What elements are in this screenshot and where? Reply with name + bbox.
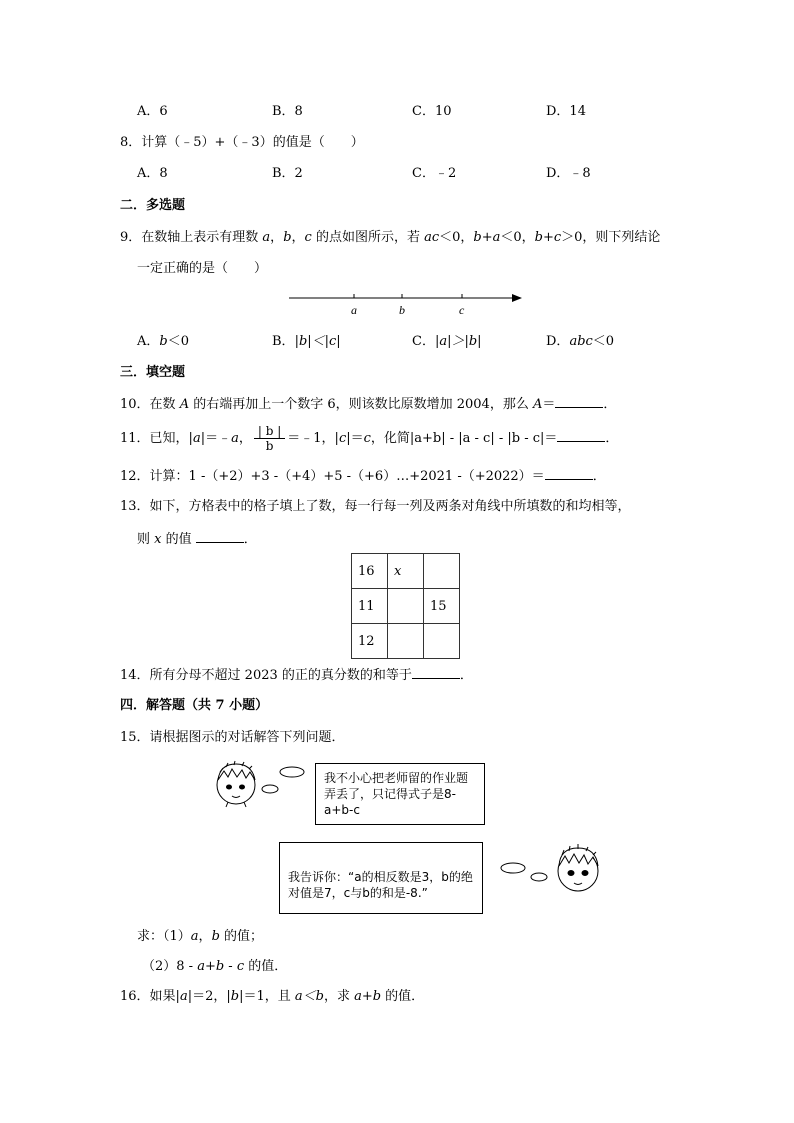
q8-option-a: A．8: [137, 166, 168, 181]
q8-option-b: B．2: [272, 166, 303, 181]
section-heading-solve: 四．解答题（共 7 小题）: [120, 698, 269, 713]
q8-option-d: D．﹣8: [546, 166, 591, 181]
q9-stem-line2: 一定正确的是（ ）: [137, 261, 268, 276]
speech-bubble-hint: 我告诉你：“a的相反数是3，b的绝对值是7，c与b的和是-8.”: [279, 842, 483, 914]
q11-stem: 11．已知，|a|＝﹣a， $\frac{| b |}{b}$ ＝﹣1，|c|＝c，化简|a+b| - |a - c| - |b - c|＝ ．: [120, 424, 619, 453]
q9-option-b: B．|b|＜|c|: [272, 334, 341, 349]
section-heading-fill-blank: 三．填空题: [120, 365, 186, 380]
cartoon-boy-right-icon: [550, 842, 606, 894]
answer-blank: [196, 530, 244, 543]
table-row: [352, 624, 460, 659]
magic-square-table: [351, 553, 460, 659]
q9-option-c: C．|a|＞|b|: [412, 334, 482, 349]
thought-bubble-dots-icon: [497, 855, 549, 889]
q7-option-b: B．8: [272, 104, 303, 119]
answer-blank: [557, 429, 605, 442]
cartoon-boy-left-icon: [210, 758, 262, 808]
q8-stem: 8．计算（﹣5）+（﹣3）的值是（ ）: [120, 135, 364, 150]
q9-option-d: D．abc＜0: [546, 334, 615, 349]
thought-bubble-dots-icon: [258, 763, 310, 799]
grid-cell: 16: [352, 554, 388, 589]
grid-cell: [424, 554, 460, 589]
grid-cell: 15: [424, 589, 460, 624]
label-c: c: [459, 303, 465, 317]
label-a: a: [351, 303, 357, 317]
q15-ask-2: （2）8 - a+b - c 的值．: [142, 959, 288, 974]
q13-stem-line1: 13．如下，方格表中的格子填上了数，每一行每一列及两条对角线中所填数的和均相等，: [120, 499, 631, 514]
q16-stem: 16．如果|a|＝2，|b|＝1，且 a＜b，求 a+b 的值．: [120, 989, 425, 1004]
q7-option-a: A．6: [137, 104, 168, 119]
q15-ask-1: 求：（1）a，b 的值；: [137, 929, 264, 944]
q15-stem: 15．请根据图示的对话解答下列问题．: [120, 730, 345, 745]
q10-stem: 10．在数 A 的右端再加上一个数字 6，则该数比原数增加 2004，那么 A＝ ．: [120, 397, 617, 412]
table-row: [352, 554, 460, 589]
grid-cell: 12: [352, 624, 388, 659]
answer-blank: [412, 666, 460, 679]
q9-stem-line1: 9．在数轴上表示有理数 a，b，c 的点如图所示，若 ac＜0，b+a＜0，b+c＞0，则下列结论: [120, 230, 661, 245]
q13-stem-line2: 则 x 的值 ．: [137, 532, 257, 547]
q8-option-c: C．﹣2: [412, 166, 457, 181]
grid-cell: [388, 624, 424, 659]
fraction-abs-b-over-b: $\frac{| b |}{b}$: [254, 424, 285, 453]
q12-stem: 12．计算：1 -（+2）+3 -（+4）+5 -（+6）…+2021 -（+2022）＝ ．: [120, 469, 606, 484]
grid-cell: [424, 624, 460, 659]
number-line-diagram: [286, 288, 526, 322]
q14-stem: 14．所有分母不超过 2023 的正的真分数的和等于 ．: [120, 668, 473, 683]
grid-cell: 11: [352, 589, 388, 624]
grid-cell: x: [388, 554, 424, 589]
grid-cell: [388, 589, 424, 624]
q9-option-a: A．b＜0: [137, 334, 189, 349]
label-b: b: [399, 303, 405, 317]
section-heading-multi-choice: 二．多选题: [120, 198, 186, 213]
answer-blank: [545, 467, 593, 480]
q7-option-d: D．14: [546, 104, 586, 119]
q7-option-c: C．10: [412, 104, 452, 119]
number-line-arrow: [512, 294, 522, 302]
speech-bubble-lost-homework: 我不小心把老师留的作业题弄丢了，只记得式子是8-a+b-c: [315, 763, 485, 825]
table-row: [352, 589, 460, 624]
answer-blank: [555, 395, 603, 408]
